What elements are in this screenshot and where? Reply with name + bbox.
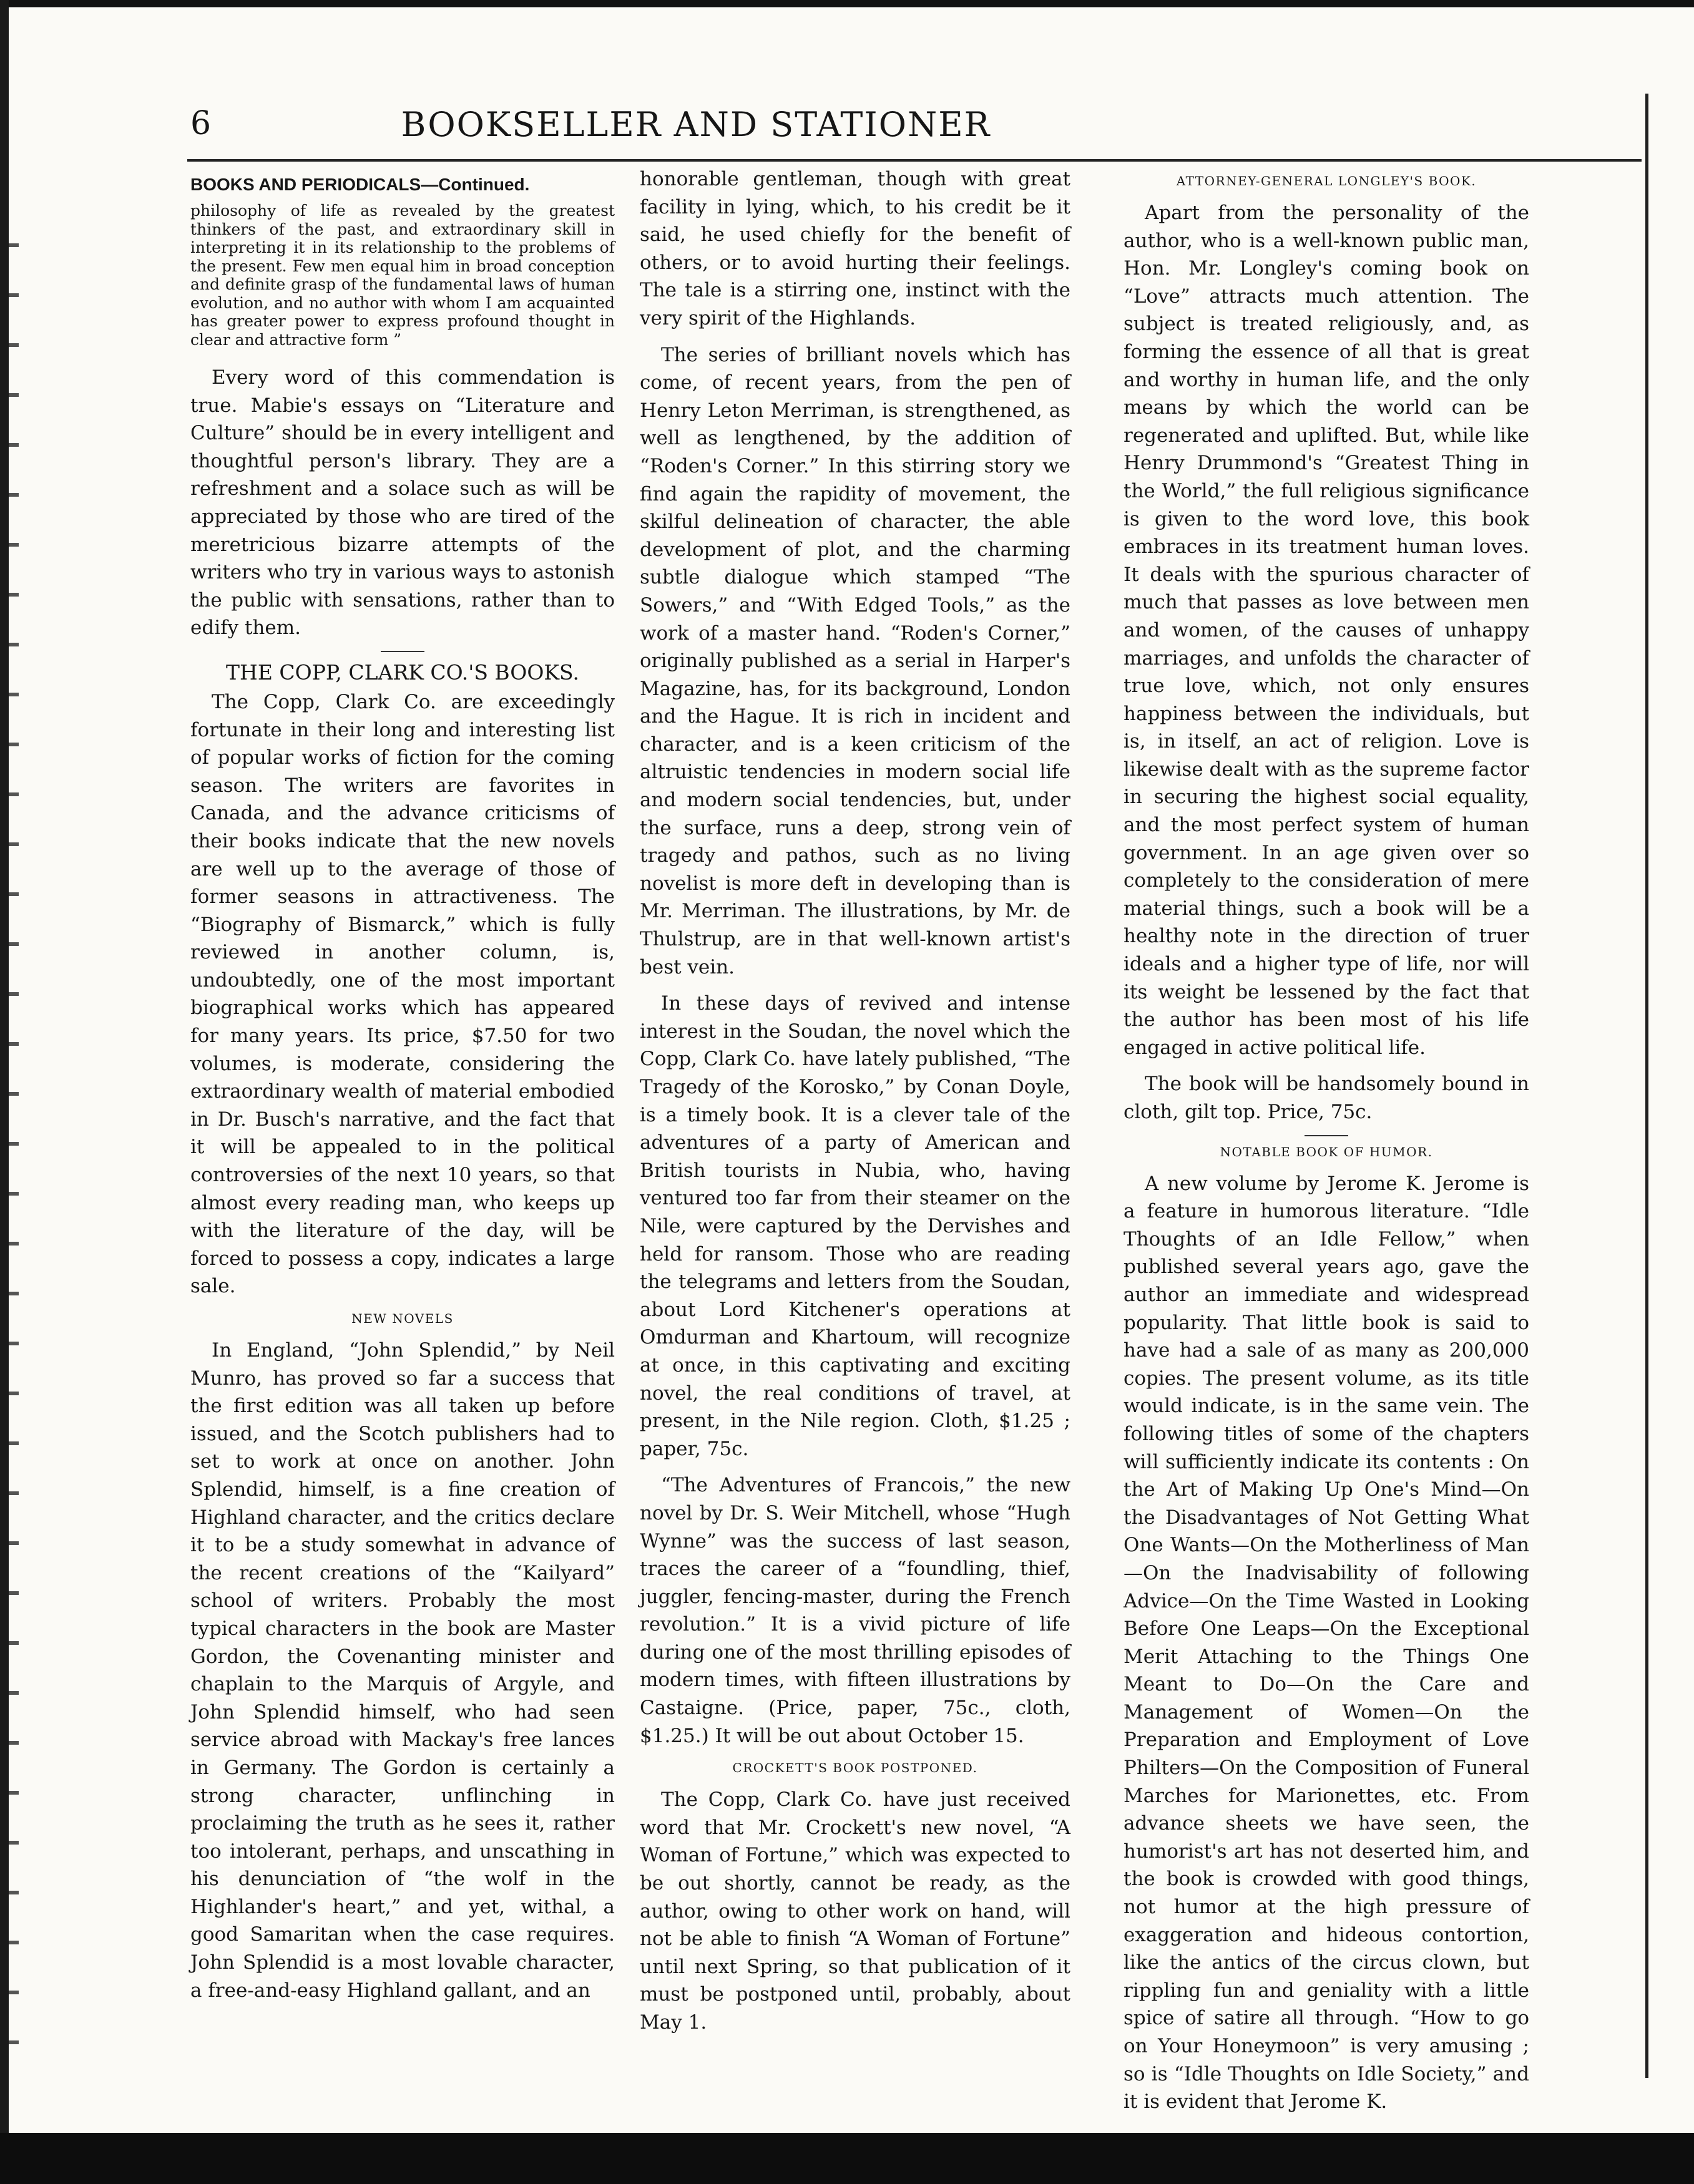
header-rule <box>187 159 1642 162</box>
quoted-passage: philosophy of life as revealed by the greatest thinkers of the past, and extraordinary skill in interpreting it in its relationship to the problems of the present. Few men equal him in broad conception and definite grasp of the fundamental laws of human evolution, and no author with whom I am acquainted has greater power to express profound thought in clear and attractive form ” <box>190 202 615 349</box>
scan-bottom-border <box>0 2133 1694 2184</box>
subheading: NOTABLE BOOK OF HUMOR. <box>1220 1144 1433 1159</box>
section-heading: BOOKS AND PERIODICALS—Continued. <box>190 175 530 194</box>
column-1 <box>190 165 615 2013</box>
scan-right-rule <box>1645 94 1648 2078</box>
subheading: CROCKETT'S BOOK POSTPONED. <box>732 1760 978 1776</box>
paragraph: The Copp, Clark Co. are exceedingly fortunate in their long and interesting list of popular works of fiction for the coming season. The writers are favorites in Canada, and the advance criticisms of their books indicate that the new novels are well up to the average of those of former seasons in attractiveness. The “Biography of Bismarck,” which is fully reviewed in another column, is, undoubtedly, one of the most important biographical works which has appeared for many years. Its price, $7.50 for two volumes, is moderate, considering the extraordinary wealth of material embodied in Dr. Busch's narrative, and the fact that it will be appealed to in the political controversies of the next 10 years, so that almost every reading man, who keeps up with the literature of the day, will be forced to possess a copy, indicates a large sale. <box>190 690 615 1298</box>
scan-top-border <box>0 0 1694 16</box>
paragraph: The series of brilliant novels which has come, of recent years, from the pen of Henry Leton Merriman, is strengthened, as well as lengthened, by the addition of “Roden's Corner.” In this stirring story we find again the rapidity of movement, the skilful delineation of character, the able development of plot, and the charming subtle dialogue which stamped “The Sowers,” and “With Edged Tools,” as the work of a master hand. “Roden's Corner,” originally published as a serial in Harper's Magazine, has, for its background, London and the Hague. It is rich in incident and character, and is a keen criticism of the altruistic tendencies in modern social life and modern social tendencies, but, under the surface, runs a deep, strong vein of tragedy and pathos, such as no living novelist is more deft in developing than is Mr. Merriman. The illustrations, by Mr. de Thulstrup, are in that well-known artist's best vein. <box>640 343 1070 978</box>
paragraph: The Copp, Clark Co. have just received word that Mr. Crockett's new novel, “A Woman of Fortune,” which was expected to be out shortly, cannot be ready, as the author, owing to other work on hand, will not be able to finish “A Woman of Fortune” until next Spring, so that publication of it must be postponed until, probably, about May 1. <box>640 1788 1070 2034</box>
column-3 <box>1124 165 1529 2125</box>
page-header <box>190 105 1202 149</box>
page-number: 6 <box>190 105 212 142</box>
paragraph: In England, “John Splendid,” by Neil Munro, has proved so far a success that the first edition was all taken up before issued, and the Scotch publishers had to set to work at once on another. John Splendid, himself, is a fine creation of Highland character, and the critics declare it to be a study somewhat in advance of the recent creations of the “Kailyard” school of writers. Probably the most typical characters in the book are Master Gordon, the Covenanting minister and chaplain to the Marquis of Argyle, and John Splendid himself, who had seen service abroad with Mackay's free lances in Germany. The Gordon is certainly a strong character, unflinching in proclaiming the truth as he sees it, rather too intolerant, perhaps, and unscathing in his denunciation of “the wolf in the Highlander's heart,” and yet, withal, a good Samaritan when the case requires. John Splendid is a most lovable character, a free-and-easy Highland gallant, and an <box>190 1339 615 2002</box>
scan-left-edge <box>0 0 9 2184</box>
section-title: THE COPP, CLARK CO.'S BOOKS. <box>226 660 579 685</box>
column-2 <box>640 165 1070 2045</box>
paragraph: The book will be handsomely bound in cloth, gilt top. Price, 75c. <box>1124 1073 1529 1123</box>
paragraph: “The Adventures of Francois,” the new novel by Dr. S. Weir Mitchell, whose “Hugh Wynne” was the success of last season, traces the career of a “foundling, thief, juggler, fencing-master, during the French revolution.” It is a vivid picture of life during one of the most thrilling episodes of modern times, with fifteen illustrations by Castaigne. (Price, paper, 75c., cloth, $1.25.) It will be out about October 15. <box>640 1474 1070 1747</box>
paragraph: In these days of revived and intense interest in the Soudan, the novel which the Copp, Clark Co. have lately published, “The Tragedy of the Korosko,” by Conan Doyle, is a timely book. It is a clever tale of the adventures of a party of American and British tourists in Nubia, who, having ventured too far from their steamer on the Nile, were captured by the Dervishes and held for ransom. Those who are reading the telegrams and letters from the Soudan, about Lord Kitchener's operations at Omdurman and Khartoum, will recognize at once, in this captivating and exciting novel, the real conditions of travel, at present, in the Nile region. Cloth, $1.25 ; paper, 75c. <box>640 992 1070 1460</box>
journal-title: BOOKSELLER AND STATIONER <box>401 105 991 144</box>
paragraph: Apart from the personality of the author, who is a well-known public man, Hon. Mr. Longley's coming book on “Love” attracts much attention. The subject is treated religiously, and, as forming the essence of all that is great and worthy in human life, and the only means by which the world can be regenerated and uplifted. But, while like Henry Drummond's “Greatest Thing in the World,” the full religious significance is given to the word love, this book embraces in its treatment human loves. It deals with the spurious character of much that passes as love between men and women, of the causes of unhappy marriages, and unfolds the character of true love, which, not only ensures happiness between the individuals, but is, in itself, an act of religion. Love is likewise dealt with as the supreme factor in securing the highest social equality, and the most perfect system of human government. In an age given over so completely to the consideration of mere material things, such a book will be a healthy note in the direction of truer ideals and a higher type of life, nor will its weight be lessened by the fact that the author has been most of his life engaged in active political life. <box>1124 202 1529 1059</box>
section-divider <box>381 651 424 652</box>
paragraph: Every word of this commendation is true. Mabie's essays on “Literature and Culture” should be in every intelligent and thoughtful person's library. They are a refreshment and a solace such as will be appreciated by those who are tired of the meretricious bizarre attempts of the writers who try in various ways to astonish the public with sensations, rather than to edify them. <box>190 366 615 640</box>
paragraph-continued: honorable gentleman, though with great facility in lying, which, to his credit be it said, he used chiefly for the benefit of others, or to avoid hurting their feelings. The tale is a stirring one, instinct with the very spirit of the Highlands. <box>640 168 1070 329</box>
paragraph: A new volume by Jerome K. Jerome is a feature in humorous literature. “Idle Thoughts of an Idle Fellow,” when published several years ago, gave the author an immediate and widespread popularity. That little book is said to have had a sale of as many as 200,000 copies. The present volume, as its title would indicate, is in the same vein. The following titles of some of the chapters will sufficiently indicate its contents : On the Art of Making Up One's Mind—On the Disadvantages of Not Getting What One Wants—On the Motherliness of Man—On the Inadvisability of following Advice—On the Time Wasted in Looking Before One Leaps—On the Exceptional Merit Attaching to the Things One Meant to Do—On the Care and Management of Women—On the Preparation and Employment of Love Philters—On the Composition of Funeral Marches for Marionettes, etc. From advance sheets we have seen, the humorist's art has not deserted him, and the book is crowded with good things, not humor at the high pressure of exaggeration and hideous contortion, like the antics of the circus clown, but rippling fun and geniality with a little spice of satire all through. “How to go on Your Honeymoon” is very amusing ; so is “Idle Thoughts on Idle Society,” and it is evident that Jerome K. <box>1124 1172 1529 2113</box>
section-divider <box>1305 1135 1348 1136</box>
subheading: ATTORNEY-GENERAL LONGLEY'S BOOK. <box>1176 173 1477 188</box>
binding-stitches <box>9 225 19 2065</box>
subheading: NEW NOVELS <box>351 1311 454 1326</box>
